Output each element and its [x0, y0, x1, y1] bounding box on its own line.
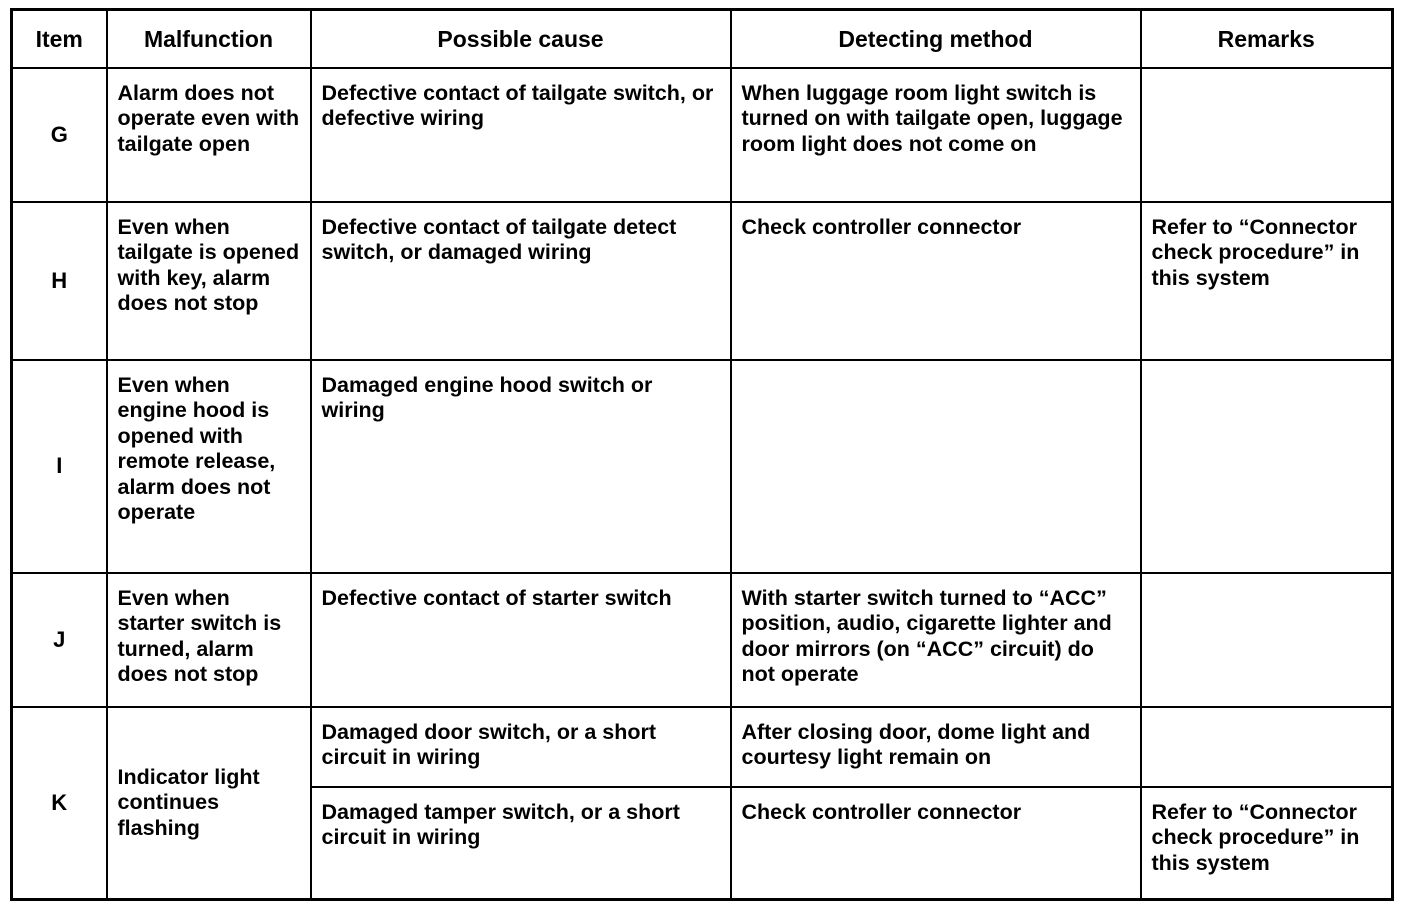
remarks-cell [1141, 360, 1393, 573]
troubleshooting-table [10, 8, 1394, 901]
item-cell: H [12, 202, 107, 360]
item-cell: K [12, 707, 107, 900]
cause-cell: Defective contact of starter switch [311, 573, 731, 707]
table-row-h [12, 202, 1393, 360]
header-possible-cause: Possible cause [311, 10, 731, 68]
cause-cell: Damaged door switch, or a short circuit in wiring [311, 707, 731, 787]
item-cell: G [12, 68, 107, 202]
remarks-cell [1141, 68, 1393, 202]
cause-cell: Defective contact of tailgate switch, or defective wiring [311, 68, 731, 202]
remarks-cell [1141, 573, 1393, 707]
header-malfunction: Malfunction [107, 10, 311, 68]
malfunction-cell: Even when tailgate is opened with key, alarm does not stop [107, 202, 311, 360]
table-row-k [12, 707, 1393, 787]
detect-cell: With starter switch turned to “ACC” position, audio, cigarette lighter and door mirrors (on “ACC” circuit) do not operate [731, 573, 1141, 707]
cause-cell: Damaged tamper switch, or a short circuit in wiring [311, 787, 731, 900]
header-item: Item [12, 10, 107, 68]
cause-cell: Defective contact of tailgate detect switch, or damaged wiring [311, 202, 731, 360]
malfunction-cell: Even when engine hood is opened with remote release, alarm does not operate [107, 360, 311, 573]
remarks-cell: Refer to “Connector check procedure” in this system [1141, 787, 1393, 900]
table-row-i [12, 360, 1393, 573]
remarks-cell: Refer to “Connector check procedure” in this system [1141, 202, 1393, 360]
table-row-g [12, 68, 1393, 202]
cause-cell: Damaged engine hood switch or wiring [311, 360, 731, 573]
table-header-row [12, 10, 1393, 68]
table-row-j [12, 573, 1393, 707]
header-detecting-method: Detecting method [731, 10, 1141, 68]
malfunction-cell: Indicator light continues flashing [107, 707, 311, 900]
malfunction-cell: Even when starter switch is turned, alarm does not stop [107, 573, 311, 707]
item-cell: I [12, 360, 107, 573]
remarks-cell [1141, 707, 1393, 787]
detect-cell [731, 360, 1141, 573]
item-cell: J [12, 573, 107, 707]
detect-cell: Check controller connector [731, 787, 1141, 900]
malfunction-cell: Alarm does not operate even with tailgate open [107, 68, 311, 202]
detect-cell: When luggage room light switch is turned on with tailgate open, luggage room light does not come on [731, 68, 1141, 202]
detect-cell: After closing door, dome light and courtesy light remain on [731, 707, 1141, 787]
header-remarks: Remarks [1141, 10, 1393, 68]
detect-cell: Check controller connector [731, 202, 1141, 360]
